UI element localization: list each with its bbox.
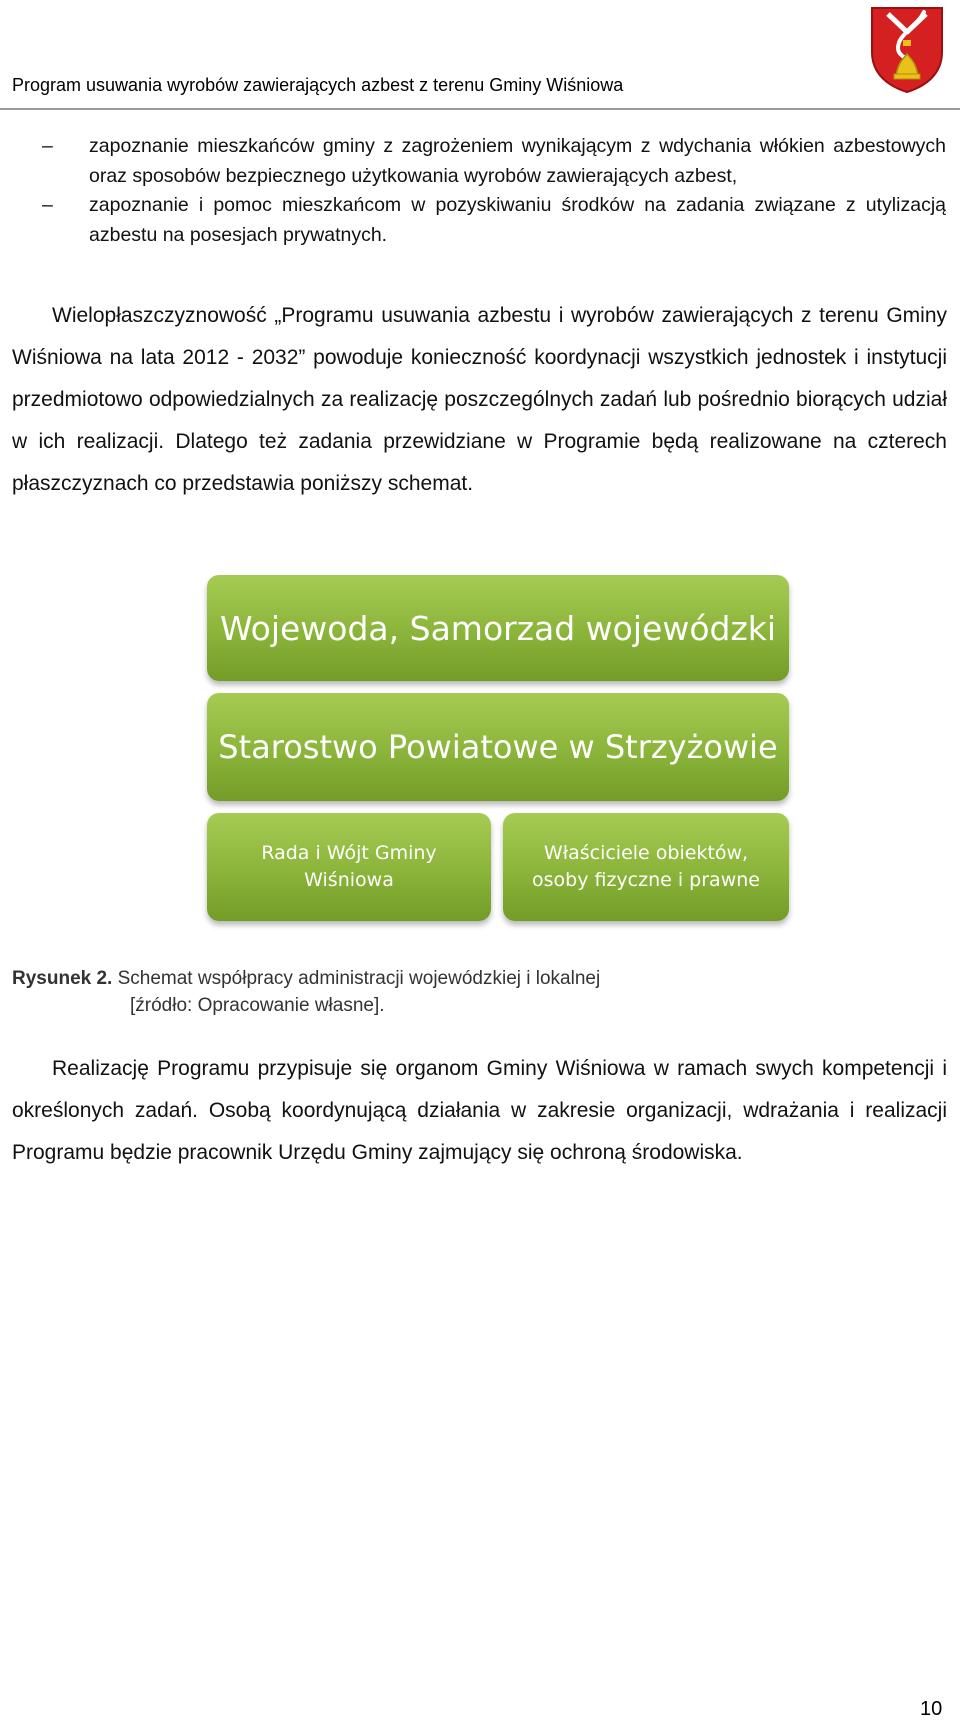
diagram-box-county-office-label: Starostwo Powiatowe w Strzyżowie: [218, 728, 778, 766]
header-divider: [0, 108, 960, 110]
header-title: Program usuwania wyrobów zawierających azbest z terenu Gminy Wiśniowa: [12, 75, 624, 95]
diagram-box-owners: [503, 813, 789, 921]
page-header: [0, 0, 960, 110]
diagram-box-council-label: Rada i Wójt Gminy Wiśniowa: [261, 842, 437, 891]
list-item: [0, 132, 960, 191]
caption-text: Schemat współpracy administracji wojewódzkiej i lokalnej: [117, 968, 601, 989]
paragraph-implementation: Realizację Programu przypisuje się organom Gminy Wiśniowa w ramach swych kompetencji i określonych zadań. Osobą koordynującą działania w zakresie organizacji, wdrażania i realizacji Programu będzie pracownik Urzędu Gminy zajmujący się ochroną środowiska.: [12, 1057, 947, 1164]
bullet-dash: –: [42, 194, 53, 216]
caption-label: Rysunek 2.: [12, 968, 113, 989]
figure-caption: [12, 965, 601, 1016]
paragraph-intro: Wielopłaszczyznowość „Programu usuwania azbestu i wyrobów zawierających z terenu Gminy Wiśniowa na lata 2012 - 2032” powoduje konieczność koordynacji wszystkich jednostek i instytucji przedmiotowo odpowiedzialnych za realizację poszczególnych zadań lub pośrednio biorących udział w ich realizacji. Dlatego też zadania przewidziane w Programie będą realizowane na czterech płaszczyznach co przedstawia poniższy schemat.: [12, 304, 947, 495]
bullet-dash: –: [42, 135, 53, 157]
list-item: [0, 191, 960, 250]
bullet-text: zapoznanie mieszkańców gminy z zagrożeniem wynikającym z wdychania włókien azbestowych oraz sposobów bezpiecznego użytkowania wyrobów zawierających azbest,: [89, 135, 946, 187]
page-number: 10: [920, 1698, 943, 1720]
coat-of-arms-icon: [868, 4, 946, 94]
diagram-box-voivode: [207, 575, 789, 681]
bullet-list: [0, 132, 960, 250]
diagram-box-county-office: [207, 693, 789, 801]
bullet-text: zapoznanie i pomoc mieszkańcom w pozyskiwaniu środków na zadania związane z utylizacją azbestu na posesjach prywatnych.: [89, 194, 946, 246]
diagram-box-council: [207, 813, 491, 921]
diagram-box-owners-label: Właściciele obiektów, osoby fizyczne i prawne: [532, 842, 760, 891]
diagram-box-voivode-label: Wojewoda, Samorzad wojewódzki: [219, 608, 777, 648]
caption-source: [źródło: Opracowanie własne].: [130, 995, 385, 1016]
